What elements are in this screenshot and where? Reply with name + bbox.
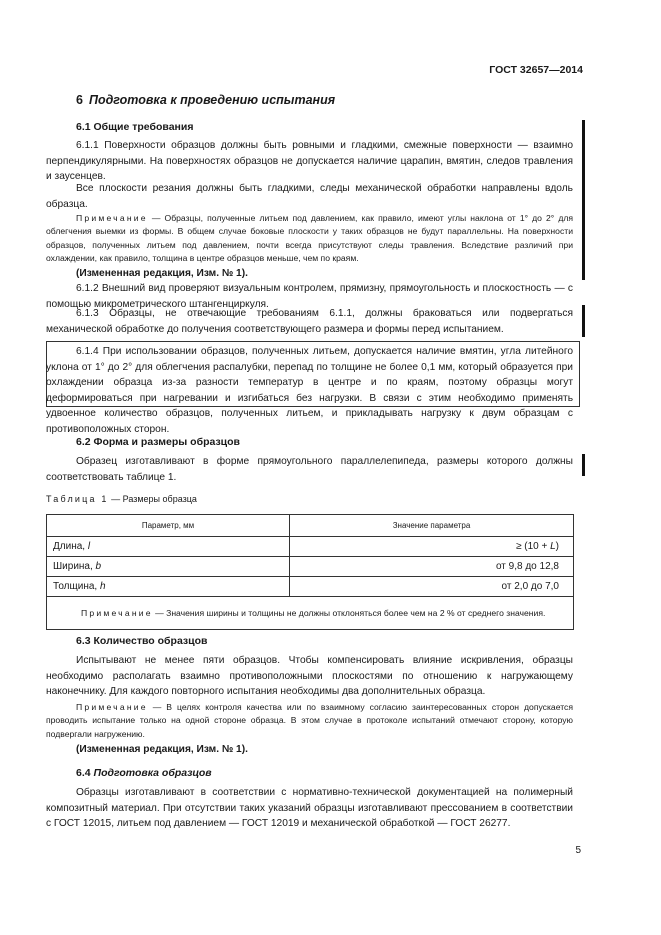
note-6-1 [46,212,573,265]
table-caption-text: — Размеры образца [111,494,197,504]
table-row [47,577,574,597]
param-cell: Длина, l [47,537,290,557]
subsection-6-1-heading: 6.1 Общие требования [76,121,194,133]
revision-note: (Измененная редакция, Изм. № 1). [76,268,248,279]
table-caption [46,494,197,504]
note-text: — Образцы, полученные литьем под давлением, как правило, имеют углы наклона от 1° до 2° для облегчения выемки из формы. В общем случае боковые плоскости у таких образцов не будут параллельны. На поверхности образцов, полученных литьем под давлением, почти всегда присутствуют следы травления. Вследствие различий при охлаждении, как правило, толщина в центре образцов меньше, чем по краям. [46,213,573,263]
page-number: 5 [575,845,581,856]
paragraph-6-1-2: 6.1.2 Внешний вид проверяют визуальным контролем, прямизну, прямоугольность и плоскостность — с помощью микрометрического штангенциркуля. [46,283,573,310]
paragraph-6-2: Образец изготавливают в форме прямоугольного параллелепипеда, размеры которого должны соответствовать таблице 1. [46,456,573,483]
value-cell: ≥ (10 + L) [290,537,574,557]
paragraph-6-4: Образцы изготавливают в соответствии с нормативно-технической документацией на полимерный композитный материал. При отсутствии таких указаний образцы изготавливают прессованием в соответствии с ГОСТ 12015, литьем под давлением — ГОСТ 12019 и механической обработкой — ГОСТ 26277. [46,787,573,830]
revision-note: (Измененная редакция, Изм. № 1). [76,744,248,755]
subsection-6-2-heading: 6.2 Форма и размеры образцов [76,436,240,448]
paragraph-6-1-3: 6.1.3 Образцы, не отвечающие требованиям 6.1.1, должны браковаться или подвергаться механической обработке до получения соответствующего размера и формы перед испытанием. [46,308,573,335]
column-header-value: Значение параметра [290,515,574,537]
table-note-row [47,597,574,630]
note-label: Примечание [76,213,148,223]
table-caption-label: Таблица 1 [46,494,109,504]
change-bar [582,305,585,337]
param-cell: Ширина, b [47,557,290,577]
table-note: Примечание — Значения ширины и толщины не должны отклоняться более чем на 2 % от среднего значения. [47,597,574,630]
paragraph-6-1-1: 6.1.1 Поверхности образцов должны быть ровными и гладкими, смежные поверхности — взаимно перпендикулярными. На поверхностях образцов не допускается наличие царапин, вмятин, следов травления и заусенцев. [46,140,573,183]
table-row [47,537,574,557]
subsection-6-3-heading: 6.3 Количество образцов [76,635,208,647]
value-cell: от 2,0 до 7,0 [290,577,574,597]
dimensions-table [46,514,574,630]
param-cell: Толщина, h [47,577,290,597]
table-row [47,557,574,577]
change-bar [582,454,585,476]
paragraph-6-3: Испытывают не менее пяти образцов. Чтобы компенсировать влияние искривления, образцы необходимо располагать взаимно противоположными плоскостями по отношению к нагружающему наконечнику. Для каждого повторного испытания необходимы два дополнительных образца. [46,655,573,698]
paragraph-6-1-4: 6.1.4 При использовании образцов, полученных литьем, допускается наличие вмятин, угла литейного уклона от 1° до 2° для облегчения распалубки, перепад по толщине не более 0,1 мм, который образуется при охлаждении образца из-за разности температур в центре и по краям, поэтому образцы могут деформироваться при нагревании и изгибаться без нагрузки. В связи с этим необходимо применять удвоенное количество образцов, полученных литьем, и прикладывать нагрузку к двум образцам с противоположных сторон. [46,346,573,435]
section-6-heading [76,93,335,107]
subsection-6-4-heading: 6.4 Подготовка образцов [76,767,212,779]
value-cell: от 9,8 до 12,8 [290,557,574,577]
section-title: Подготовка к проведению испытания [88,93,336,107]
column-header-parameter: Параметр, мм [47,515,290,537]
document-id: ГОСТ 32657—2014 [489,64,583,76]
paragraph-cut-planes: Все плоскости резания должны быть гладкими, следы механической обработки направлены вдоль образца. [46,183,573,210]
table-header-row [47,515,574,537]
section-number: 6 [76,93,83,107]
change-bar [582,120,585,280]
note-6-3: Примечание — В целях контроля качества или по взаимному согласию заинтересованных сторон допускается проводить испытание только на одной стороне образца. В этом случае в протоколе испытаний отмечают сторону, которую подвергали нагружению. [46,702,573,739]
